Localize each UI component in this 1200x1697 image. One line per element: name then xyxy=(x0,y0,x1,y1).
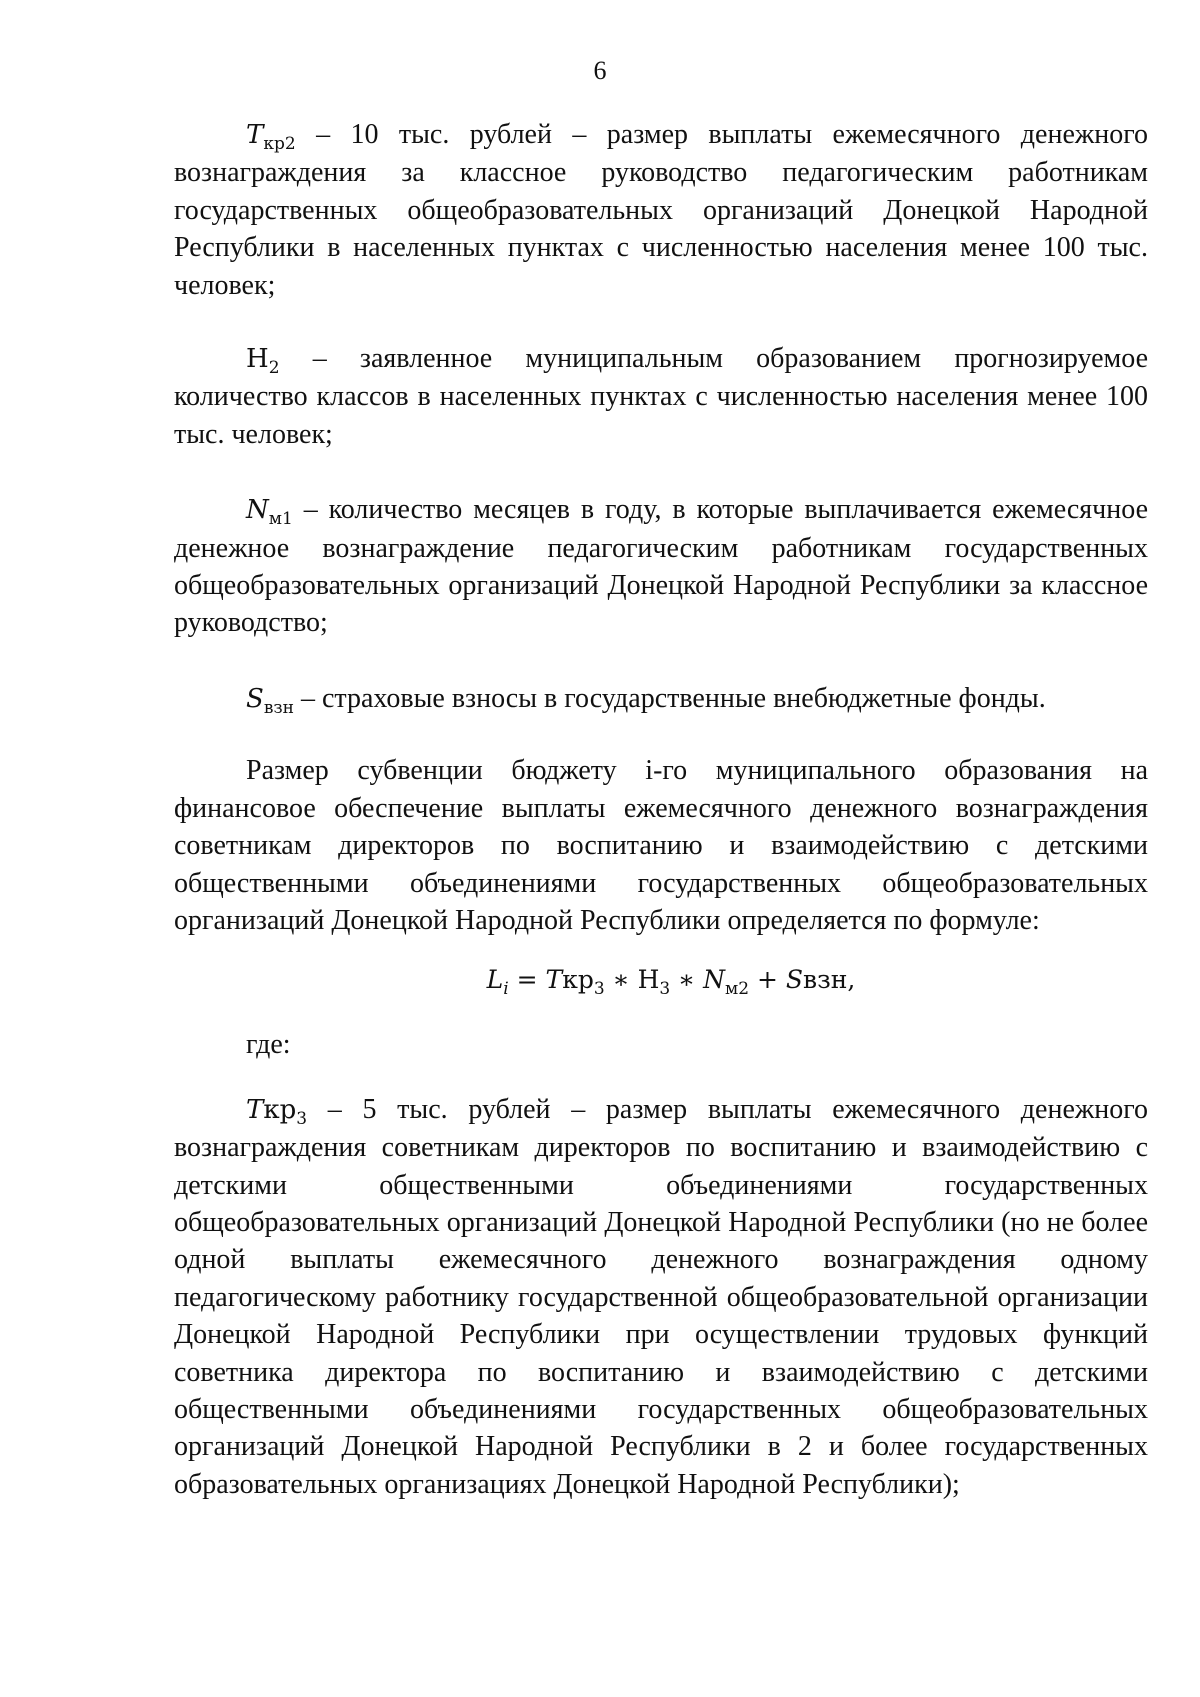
formula-t-rest: кр xyxy=(562,965,594,995)
definition-text: – 5 тыс. рублей – размер выплаты ежемесячного денежного вознаграждения советникам директоров по воспитанию и взаимодействию с детскими общественными объединениями государственных общеобразовательных организаций Донецкой Народной Республики (но не более одной выплаты ежемесячного денежного вознаграждения одному педагогическому работнику государственной общеобразовательной организации Донецкой Народной Республики при осуществлении трудовых функций советника директора по воспитанию и взаимодействию с детскими общественными объединениями государственных общеобразовательных организаций Донецкой Народной Республики в 2 и более государственных образовательных организациях Донецкой Народной Республики); xyxy=(174,1093,1148,1500)
symbol-s: S xyxy=(246,683,264,714)
formula-l: L xyxy=(486,965,504,995)
where-label: где: xyxy=(246,1029,291,1061)
formula-multiply: ∗ xyxy=(604,965,638,995)
definition-s-vzn xyxy=(174,680,1148,718)
formula-multiply: ∗ xyxy=(670,965,704,995)
symbol-t: T xyxy=(246,120,264,150)
formula-t-subscript: 3 xyxy=(593,979,605,1000)
definition-t-kr3 xyxy=(174,1091,1148,1503)
definition-text: – заявленное муниципальным образованием прогнозируемое количество классов в населенных пунктах с численностью населения менее 100 тыс. человек; xyxy=(174,343,1148,450)
symbol-h: Н xyxy=(246,344,269,375)
formula-n-subscript: м2 xyxy=(724,979,750,1000)
definition-n-m1 xyxy=(174,491,1148,642)
symbol-subscript: кр2 xyxy=(263,134,296,154)
formula-h: Н xyxy=(637,965,660,995)
symbol-t: T xyxy=(246,1094,264,1125)
symbol-subscript: взн xyxy=(263,697,294,718)
formula-l-subscript: i xyxy=(503,979,509,1000)
formula-equals: = xyxy=(508,965,546,995)
subvention-formula xyxy=(174,961,1148,998)
formula-t: T xyxy=(545,965,563,995)
page-number: 6 xyxy=(593,56,607,85)
definition-text: – количество месяцев в году, в которые выплачивается ежемесячное денежное вознаграждение педагогическим работникам государственных общеобразовательных организаций Донецкой Народной Республики за классное руководство; xyxy=(174,494,1148,639)
symbol-subscript: 2 xyxy=(268,358,280,379)
symbol-subscript: м1 xyxy=(268,509,293,530)
formula-plus: + xyxy=(749,965,786,995)
symbol-subscript: 3 xyxy=(296,1108,308,1129)
formula-s-rest: взн, xyxy=(803,965,856,995)
symbol-n: N xyxy=(246,495,269,526)
definition-text: – 10 тыс. рублей – размер выплаты ежемесячного денежного вознаграждения за классное руководство педагогическим работникам государственных общеобразовательных организаций Донецкой Народной Республики в населенных пунктах с численностью населения менее 100 тыс. человек; xyxy=(174,119,1148,301)
formula-h-subscript: 3 xyxy=(659,979,671,1000)
definition-text: – страховые взносы в государственные внебюджетные фонды. xyxy=(294,682,1046,714)
document-body xyxy=(174,116,1148,1503)
symbol-t-rest: кр xyxy=(263,1094,297,1125)
formula-n: N xyxy=(703,965,725,995)
formula-s: S xyxy=(785,965,804,995)
definition-h2 xyxy=(174,340,1148,453)
definition-t-kr2 xyxy=(174,116,1148,304)
subvention-intro-paragraph: Размер субвенции бюджету i-го муниципального образования на финансовое обеспечение выплаты ежемесячного денежного вознаграждения советникам директоров по воспитанию и взаимодействию с детскими общественными объединениями государственных общеобразовательных организаций Донецкой Народной Республики определяется по формуле: xyxy=(174,755,1148,936)
